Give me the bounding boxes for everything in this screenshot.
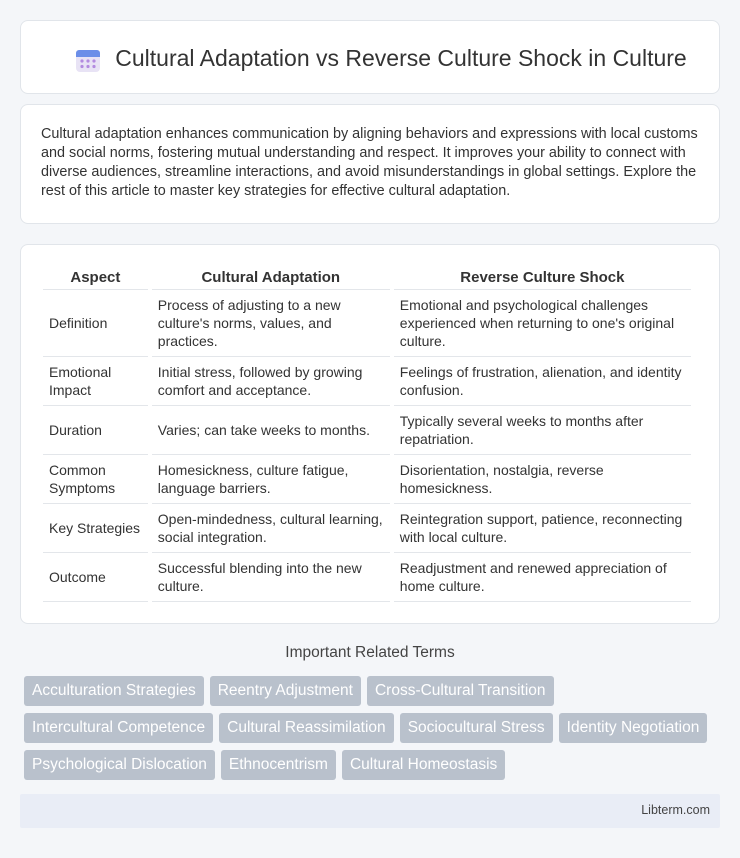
table-row <box>43 357 691 406</box>
row-aspect: Outcome <box>43 553 148 602</box>
row-reverse-culture-shock: Typically several weeks to months after repatriation. <box>394 406 691 455</box>
related-terms-title: Important Related Terms <box>285 644 455 661</box>
row-reverse-culture-shock: Emotional and psychological challenges experienced when returning to one's original culture. <box>394 290 691 357</box>
title-card <box>20 20 720 94</box>
row-reverse-culture-shock: Disorientation, nostalgia, reverse homesickness. <box>394 455 691 504</box>
page-title: Cultural Adaptation vs Reverse Culture Shock in Culture <box>115 45 687 71</box>
comparison-table <box>39 265 695 602</box>
footer <box>20 794 720 828</box>
intro-card <box>20 104 720 224</box>
row-reverse-culture-shock: Reintegration support, patience, reconnecting with local culture. <box>394 504 691 553</box>
row-cultural-adaptation: Homesickness, culture fatigue, language barriers. <box>152 455 390 504</box>
table-header-row <box>43 265 691 290</box>
header-reverse-culture-shock: Reverse Culture Shock <box>394 265 691 290</box>
footer-site-link[interactable]: Libterm.com <box>641 803 710 817</box>
related-term-tag[interactable]: Cultural Homeostasis <box>342 750 505 780</box>
related-term-tag[interactable]: Sociocultural Stress <box>400 713 553 743</box>
row-aspect: Emotional Impact <box>43 357 148 406</box>
row-cultural-adaptation: Initial stress, followed by growing comfort and acceptance. <box>152 357 390 406</box>
row-aspect: Definition <box>43 290 148 357</box>
row-reverse-culture-shock: Readjustment and renewed appreciation of home culture. <box>394 553 691 602</box>
header-cultural-adaptation: Cultural Adaptation <box>152 265 390 290</box>
related-term-tag[interactable]: Reentry Adjustment <box>210 676 361 706</box>
table-row <box>43 504 691 553</box>
table-row <box>43 406 691 455</box>
related-term-tag[interactable]: Psychological Dislocation <box>24 750 215 780</box>
table-row <box>43 455 691 504</box>
intro-paragraph: Cultural adaptation enhances communication by aligning behaviors and expressions with local customs and social norms, fostering mutual understanding and respect. It improves your ability to connect with diverse audiences, streamline interactions, and avoid misunderstandings in global settings. Explore the rest of this article to master key strategies for effective cultural adaptation. <box>41 126 698 199</box>
related-term-tag[interactable]: Identity Negotiation <box>559 713 708 743</box>
row-aspect: Key Strategies <box>43 504 148 553</box>
row-cultural-adaptation: Open-mindedness, cultural learning, social integration. <box>152 504 390 553</box>
row-reverse-culture-shock: Feelings of frustration, alienation, and identity confusion. <box>394 357 691 406</box>
table-row <box>43 290 691 357</box>
row-cultural-adaptation: Successful blending into the new culture. <box>152 553 390 602</box>
related-term-tag[interactable]: Intercultural Competence <box>24 713 213 743</box>
row-aspect: Common Symptoms <box>43 455 148 504</box>
row-cultural-adaptation: Process of adjusting to a new culture's norms, values, and practices. <box>152 290 390 357</box>
related-term-tag[interactable]: Acculturation Strategies <box>24 676 204 706</box>
header-aspect: Aspect <box>43 265 148 290</box>
related-term-tag[interactable]: Ethnocentrism <box>221 750 336 780</box>
table-row <box>43 553 691 602</box>
related-term-tag[interactable]: Cultural Reassimilation <box>219 713 394 743</box>
related-terms-list <box>24 676 724 780</box>
related-term-tag[interactable]: Cross-Cultural Transition <box>367 676 554 706</box>
row-cultural-adaptation: Varies; can take weeks to months. <box>152 406 390 455</box>
comparison-card <box>20 244 720 624</box>
row-aspect: Duration <box>43 406 148 455</box>
